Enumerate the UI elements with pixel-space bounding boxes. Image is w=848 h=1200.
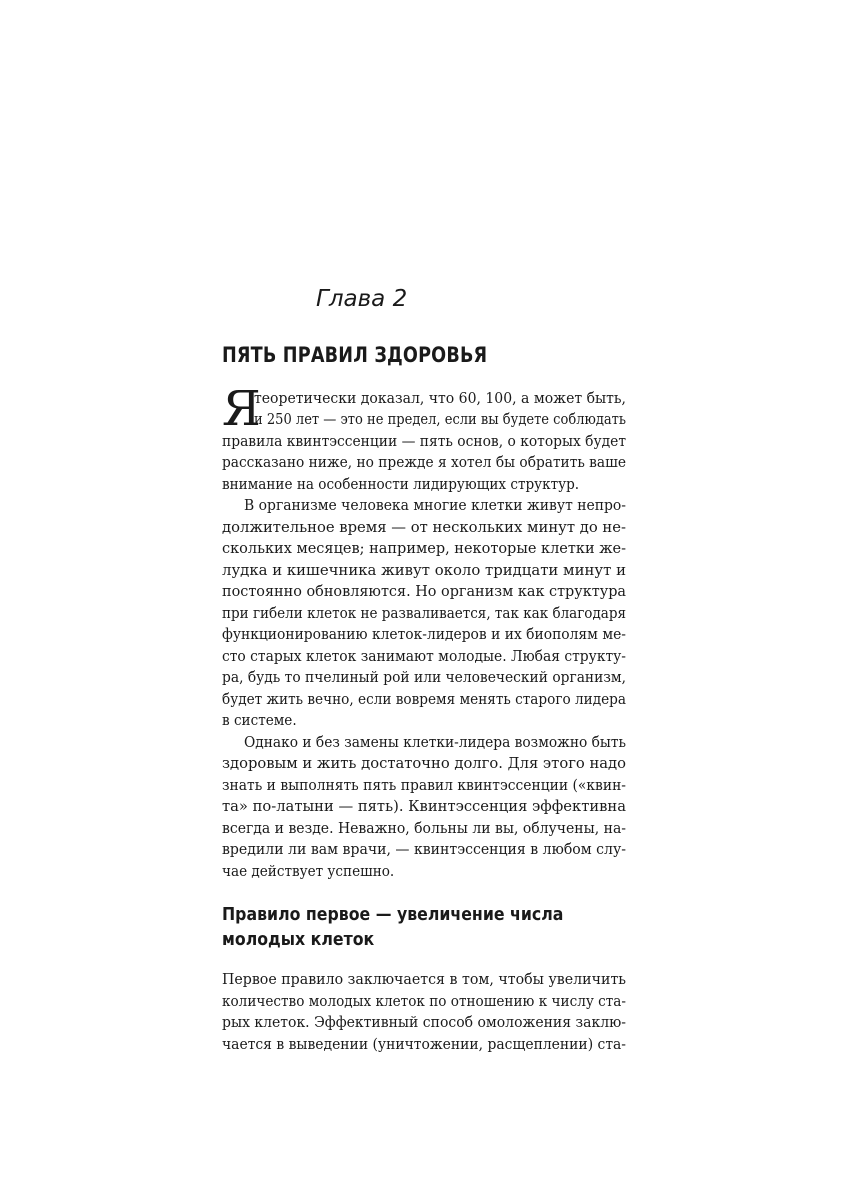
paragraph-line: функционированию клеток-лидеров и их биополям ме- <box>222 626 626 643</box>
paragraph-line: чается в выведении (уничтожении, расщеплении) ста- <box>222 1036 626 1053</box>
chapter-label: Глава 2 <box>316 286 408 312</box>
section-heading: Правило первое — увеличение числа <box>222 905 564 925</box>
paragraph-line: рых клеток. Эффективный способ омоложения заклю- <box>222 1014 626 1031</box>
paragraph-line: ра, будь то пчелиный рой или человеческий организм, <box>222 669 626 686</box>
paragraph-line: скольких месяцев; например, некоторые клетки же- <box>222 540 626 557</box>
paragraph-line: сто старых клеток занимают молодые. Любая структу- <box>222 648 626 665</box>
paragraph-line: В организме человека многие клетки живут непро- <box>244 497 626 514</box>
intro-line: рассказано ниже, но прежде я хотел бы обратить ваше <box>222 454 626 471</box>
paragraph-line: количество молодых клеток по отношению к числу ста- <box>222 993 626 1010</box>
paragraph-line: вредили ли вам врачи, — квинтэссенция в любом слу- <box>222 841 626 858</box>
paragraph-line: Первое правило заключается в том, чтобы увеличить <box>222 971 626 988</box>
intro-line: теоретически доказал, что 60, 100, а может быть, <box>254 390 626 407</box>
chapter-title: ПЯТЬ ПРАВИЛ ЗДОРОВЬЯ <box>222 343 488 367</box>
paragraph-line: будет жить вечно, если вовремя менять старого лидера <box>222 691 626 708</box>
paragraph-line: чае действует успешно. <box>222 863 395 880</box>
paragraph-line: при гибели клеток не разваливается, так как благодаря <box>222 605 626 622</box>
intro-line: и 250 лет — это не предел, если вы будете соблюдать <box>254 411 626 428</box>
paragraph-line: в системе. <box>222 712 297 729</box>
paragraph-line: лудка и кишечника живут около тридцати минут и <box>222 562 626 579</box>
paragraph-line: знать и выполнять пять правил квинтэссенции («квин- <box>222 777 626 794</box>
intro-line: внимание на особенности лидирующих структур. <box>222 476 580 493</box>
intro-line: правила квинтэссенции — пять основ, о которых будет <box>222 433 626 450</box>
paragraph-line: здоровым и жить достаточно долго. Для этого надо <box>222 755 626 772</box>
paragraph-line: та» по-латыни — пять). Квинтэссенция эффективна <box>222 798 626 815</box>
drop-cap: Я <box>222 381 261 437</box>
paragraph-line: должительное время — от нескольких минут до не- <box>222 519 626 536</box>
section-heading: молодых клеток <box>222 930 375 950</box>
paragraph-line: Однако и без замены клетки-лидера возможно быть <box>244 734 626 751</box>
paragraph-line: постоянно обновляются. Но организм как структура <box>222 583 626 600</box>
paragraph-line: всегда и везде. Неважно, больны ли вы, облучены, на- <box>222 820 626 837</box>
